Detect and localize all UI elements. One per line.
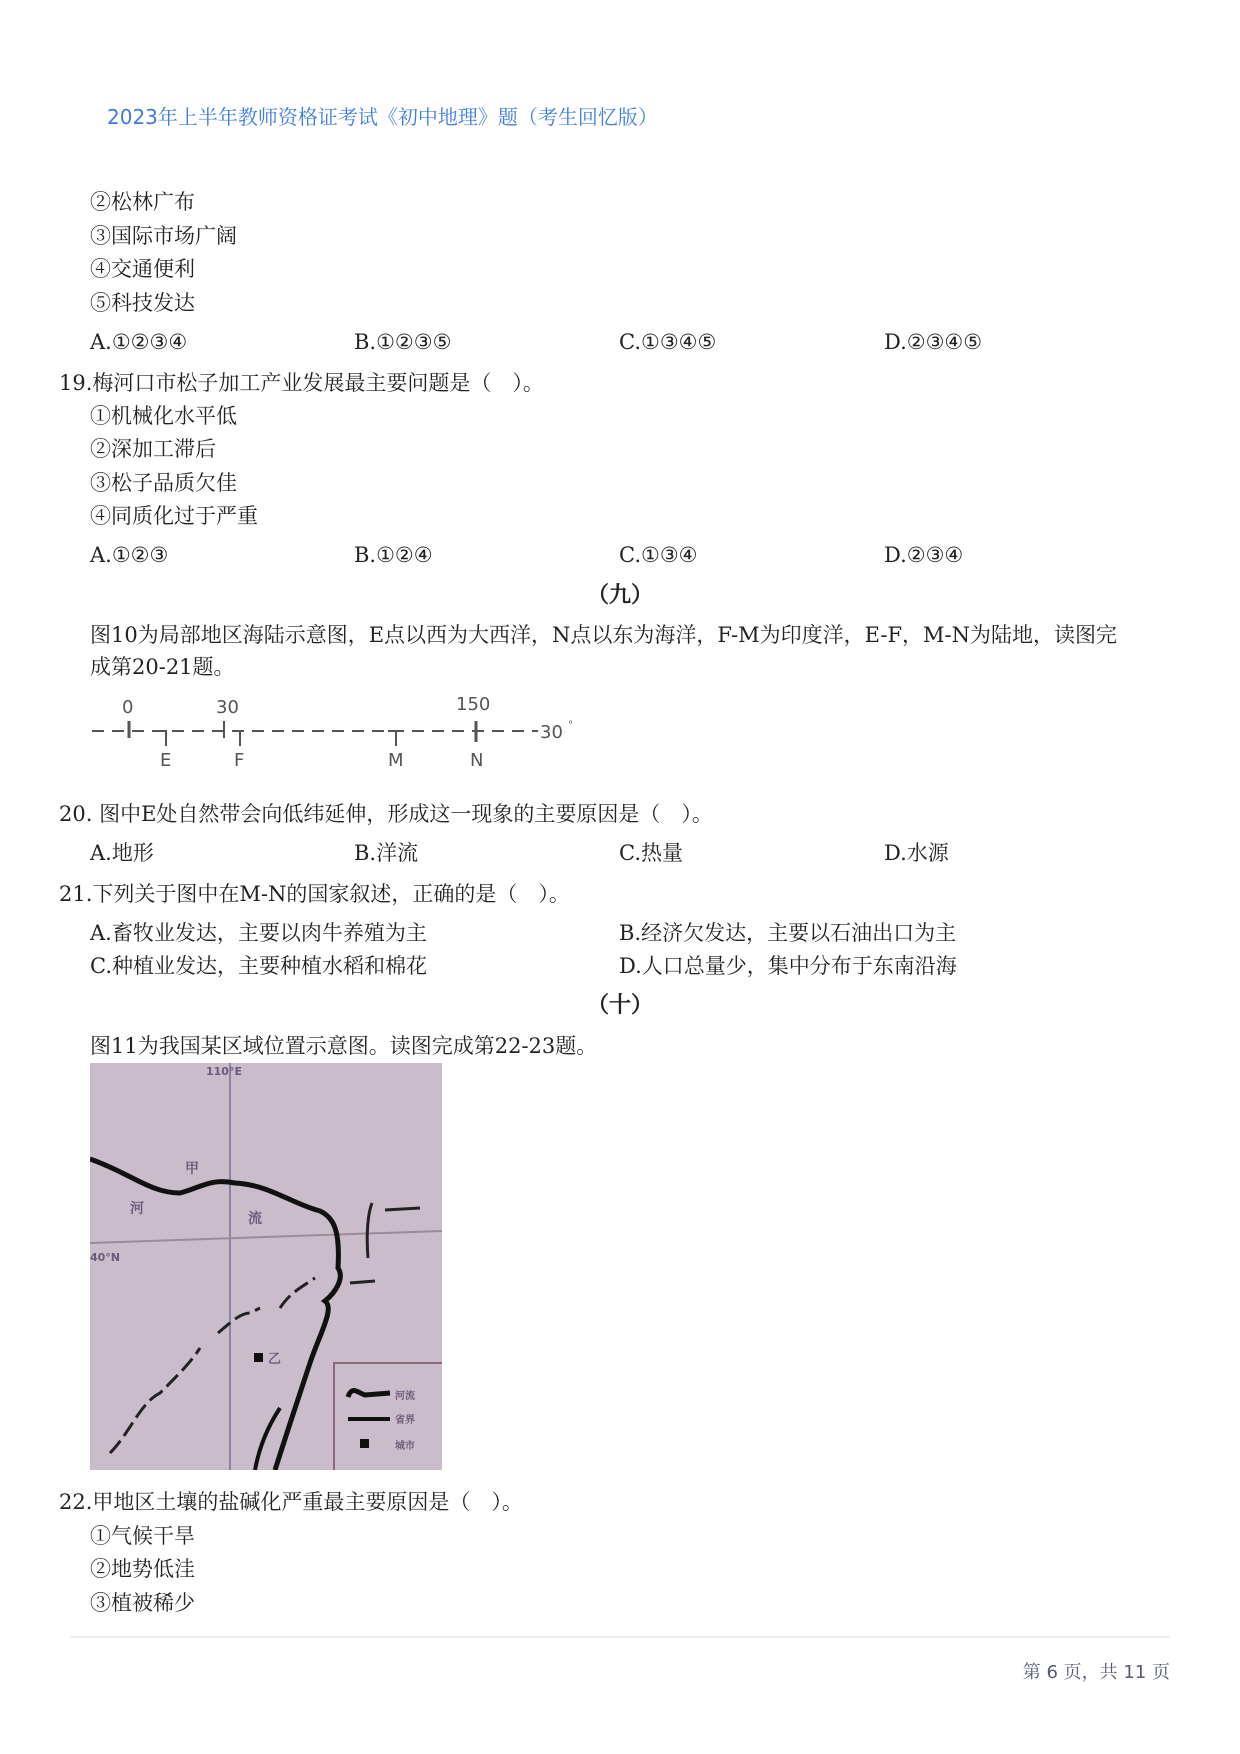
q22-item: ①气候干旱 bbox=[90, 1524, 195, 1548]
q20-option-d[interactable]: D.水源 bbox=[884, 841, 949, 865]
q21-option-b[interactable]: B.经济欠发达，主要以石油出口为主 bbox=[619, 921, 957, 945]
q19-option-d[interactable]: D.②③④ bbox=[884, 543, 964, 567]
q20-option-c[interactable]: C.热量 bbox=[619, 841, 683, 865]
q21-option-c[interactable]: C.种植业发达，主要种植水稻和棉花 bbox=[90, 954, 427, 978]
label-m: M bbox=[388, 750, 404, 770]
q21-stem: 21.下列关于图中在M-N的国家叙述，正确的是（ ）。 bbox=[59, 882, 570, 906]
lon-label: 110°E bbox=[206, 1065, 242, 1078]
label-e: E bbox=[160, 750, 172, 770]
label-30: 30 bbox=[216, 697, 239, 718]
label-jia: 甲 bbox=[185, 1161, 199, 1177]
q18-item: ④交通便利 bbox=[90, 257, 195, 281]
marker-m bbox=[388, 731, 396, 746]
q21-option-d[interactable]: D.人口总量少，集中分布于东南沿海 bbox=[619, 954, 957, 978]
q19-item: ③松子品质欠佳 bbox=[90, 471, 237, 495]
q20-option-b[interactable]: B.洋流 bbox=[354, 841, 419, 865]
label-30s: 30 bbox=[540, 722, 563, 743]
marker-f bbox=[232, 731, 240, 746]
lat-label: 40°N bbox=[90, 1251, 121, 1264]
legend-city-icon bbox=[360, 1439, 369, 1448]
marker-e bbox=[158, 731, 166, 746]
city-marker bbox=[254, 1353, 263, 1362]
label-0: 0 bbox=[122, 697, 134, 718]
label-n: N bbox=[470, 750, 484, 770]
q18-option-d[interactable]: D.②③④⑤ bbox=[884, 330, 983, 354]
footer-divider bbox=[70, 1636, 1170, 1638]
legend-river: 河流 bbox=[395, 1391, 415, 1402]
legend-border: 省界 bbox=[395, 1415, 415, 1426]
q22-item: ③植被稀少 bbox=[90, 1591, 195, 1615]
q18-option-a[interactable]: A.①②③④ bbox=[90, 330, 188, 354]
q21-option-a[interactable]: A.畜牧业发达，主要以肉牛养殖为主 bbox=[90, 921, 427, 945]
q19-item: ②深加工滞后 bbox=[90, 437, 216, 461]
section-10-heading: （十） bbox=[586, 992, 653, 1018]
section-10-intro: 图11为我国某区域位置示意图。读图完成第22-23题。 bbox=[90, 1034, 598, 1058]
q19-stem: 19.梅河口市松子加工产业发展最主要问题是（ ）。 bbox=[59, 371, 544, 395]
q18-item: ②松林广布 bbox=[90, 190, 195, 214]
q18-option-c[interactable]: C.①③④⑤ bbox=[619, 330, 717, 354]
section-9-intro-cont: 成第20-21题。 bbox=[90, 655, 235, 679]
label-yi: 乙 bbox=[268, 1352, 282, 1367]
q19-option-a[interactable]: A.①②③ bbox=[90, 543, 169, 567]
q20-stem: 20. 图中E处自然带会向低纬延伸，形成这一现象的主要原因是（ ）。 bbox=[59, 802, 713, 826]
document-title: 2023年上半年教师资格证考试《初中地理》题（考生回忆版） bbox=[107, 105, 658, 129]
q18-item: ⑤科技发达 bbox=[90, 291, 195, 315]
degree-mark: ° bbox=[568, 720, 573, 731]
q20-option-a[interactable]: A.地形 bbox=[90, 841, 154, 865]
legend-city: 城市 bbox=[395, 1441, 415, 1452]
q19-item: ④同质化过于严重 bbox=[90, 504, 258, 528]
label-he: 河 bbox=[130, 1201, 144, 1217]
label-liu: 流 bbox=[248, 1211, 262, 1227]
q19-item: ①机械化水平低 bbox=[90, 404, 237, 428]
label-f: F bbox=[234, 750, 245, 770]
q22-item: ②地势低洼 bbox=[90, 1557, 195, 1581]
section-9-heading: （九） bbox=[586, 582, 653, 608]
page-number: 第 6 页，共 11 页 bbox=[1022, 1662, 1170, 1683]
q22-stem: 22.甲地区土壤的盐碱化严重最主要原因是（ ）。 bbox=[59, 1490, 523, 1514]
q18-item: ③国际市场广阔 bbox=[90, 224, 237, 248]
section-9-intro: 图10为局部地区海陆示意图，E点以西为大西洋，N点以东为海洋，F-M为印度洋，E-F，M-N为陆地，读图完 bbox=[90, 623, 1118, 647]
figure-11-map bbox=[90, 1063, 442, 1470]
q18-option-b[interactable]: B.①②③⑤ bbox=[354, 330, 452, 354]
q19-option-c[interactable]: C.①③④ bbox=[619, 543, 698, 567]
figure-10-diagram bbox=[88, 690, 588, 770]
q19-option-b[interactable]: B.①②④ bbox=[354, 543, 433, 567]
label-150: 150 bbox=[456, 694, 491, 715]
